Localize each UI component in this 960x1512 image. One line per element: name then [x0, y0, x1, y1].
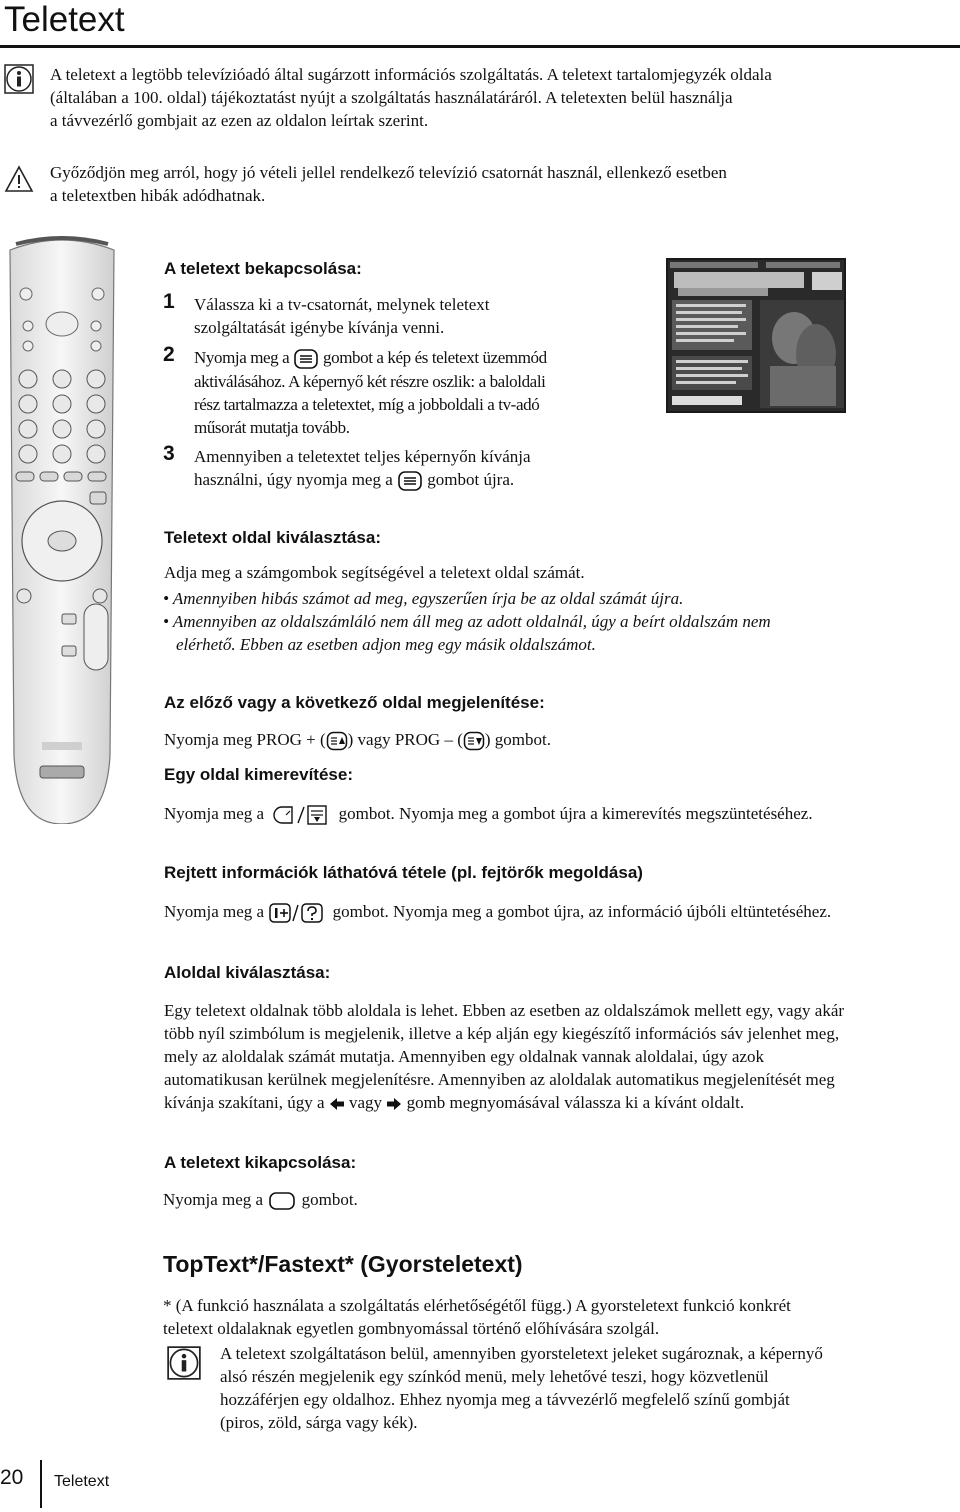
note-line: A teletext szolgáltatáson belül, amennyiben gyorsteletext jeleket sugároznak, a képernyő: [220, 1344, 823, 1363]
paragraph: [163, 1294, 953, 1340]
paragraph-text: ) vagy PROG – (: [347, 730, 463, 749]
paragraph: [163, 1188, 953, 1212]
paragraph-text: Nyomja meg PROG + (: [164, 730, 326, 749]
warning-note: [50, 161, 940, 207]
paragraph-line: Egy teletext oldalnak több aloldala is lehet. Ebben az esetben az oldalszámok mellett egy, vagy akár: [164, 1001, 845, 1020]
paragraph-line: automatikusan kerülnek megjelenítésre. Amennyiben az aloldalak automatikus megjelenítését meg: [164, 1070, 835, 1089]
note-line: alsó részén megjelenik egy színkód menü, mely lehetővé teszi, hogy közvetlenül: [220, 1367, 769, 1386]
step-line: Amennyiben a teletextet teljes képernyőn kívánja: [194, 447, 531, 466]
footer-divider: [40, 1460, 42, 1508]
section-heading-hold: Egy oldal kimerevítése:: [164, 765, 353, 784]
info-note-line: a távvezérlő gombjait az ezen az oldalon leírtak szerint.: [50, 111, 429, 130]
info-icon: [4, 64, 34, 94]
paragraph: [164, 728, 954, 751]
remote-control-illustration: [6, 236, 118, 824]
section-heading-prev-next: Az előző vagy a következő oldal megjelenítése:: [164, 693, 545, 712]
info-note-line: (általában a 100. oldal) tájékoztatást nyújt a szolgáltatás használatáráról. A teletexten belül használja: [50, 88, 733, 107]
step-number: 2: [163, 343, 175, 366]
paragraph-text: Nyomja meg a: [164, 902, 265, 921]
step-line: aktiválásához. A képernyő két részre oszlik: a baloldali: [194, 372, 546, 392]
section-heading-reveal: Rejtett információk láthatóvá tétele (pl. fejtörők megoldása): [164, 863, 643, 882]
teletext-button-icon: [293, 348, 319, 370]
paragraph: [164, 802, 954, 827]
footer-label: Teletext: [54, 1473, 110, 1490]
section-heading-on: A teletext bekapcsolása:: [164, 259, 362, 278]
note-line: hozzáférjen egy oldalhoz. Ehhez nyomja meg a távvezérlő megfelelő színű gombját: [220, 1390, 790, 1409]
bullet-item: • Amennyiben az oldalszámláló nem áll meg az adott oldalnál, úgy a beírt oldalszám nem: [163, 612, 771, 631]
step-line: műsorát mutatja tovább.: [194, 418, 350, 438]
step-text: [194, 293, 634, 339]
hold-button-icon: [268, 803, 334, 827]
warning-note-line: a teletextben hibák adódhatnak.: [50, 186, 266, 205]
step-line: gombot újra.: [427, 470, 515, 489]
section-heading-fastext: TopText*/Fastext* (Gyorsteletext): [163, 1251, 523, 1277]
paragraph-text: Nyomja meg a: [163, 1190, 264, 1209]
bullet-item: • Amennyiben hibás számot ad meg, egyszerűen írja be az oldal számát újra.: [163, 589, 684, 608]
info-note-line: A teletext a legtöbb televízióadó által sugárzott információs szolgáltatás. A teletext tartalomjegyzék oldala: [50, 65, 772, 84]
bullet-item: elérhető. Ebben az esetben adjon meg egy másik oldalszámot.: [176, 635, 596, 654]
step-number: 1: [163, 290, 175, 313]
paragraph-line: * (A funkció használata a szolgáltatás elérhetőségétől függ.) A gyorsteletext funkció konkrét: [163, 1296, 791, 1315]
reveal-button-icon: [268, 901, 328, 925]
step-number: 3: [163, 442, 175, 465]
paragraph-text: gomb megnyomásával válassza ki a kívánt oldalt.: [406, 1093, 745, 1112]
tv-split-screen-illustration: [666, 258, 846, 413]
page-down-icon: [463, 731, 485, 751]
warning-icon: [4, 164, 34, 194]
page-title: Teletext: [4, 0, 125, 39]
fastext-info-note: [220, 1342, 955, 1434]
tv-button-icon: [267, 1190, 297, 1212]
paragraph-text: gombot. Nyomja meg a gombot újra a kimerevítés megszüntetéséhez.: [338, 804, 813, 823]
section-heading-select: Teletext oldal kiválasztása:: [164, 528, 382, 547]
info-icon: [167, 1346, 201, 1380]
paragraph-text: vagy: [349, 1093, 383, 1112]
section-heading-subpage: Aloldal kiválasztása:: [164, 963, 331, 982]
paragraph: Adja meg a számgombok segítségével a teletext oldal számát.: [164, 563, 585, 582]
arrow-right-icon: [386, 1097, 402, 1111]
paragraph-text: gombot.: [301, 1190, 358, 1209]
step-line: Nyomja meg a: [194, 348, 290, 367]
step-line: rész tartalmazza a teletextet, míg a jobboldali a tv-adó: [194, 395, 540, 415]
paragraph-text: gombot. Nyomja meg a gombot újra, az információ újbóli eltüntetéséhez.: [332, 902, 832, 921]
step-line: Válassza ki a tv-csatornát, melynek teletext: [194, 295, 490, 314]
step-text: [194, 445, 634, 492]
note-line: (piros, zöld, sárga vagy kék).: [220, 1413, 418, 1432]
paragraph-text: ) gombot.: [484, 730, 551, 749]
paragraph: [164, 999, 954, 1114]
section-heading-off: A teletext kikapcsolása:: [164, 1153, 357, 1172]
title-rule: [0, 45, 960, 48]
teletext-button-icon: [397, 470, 423, 492]
paragraph-line: teletext oldalaknak egyetlen gombnyomással történő előhívására szolgál.: [163, 1319, 660, 1338]
paragraph-text: kívánja szakítani, úgy a: [164, 1093, 325, 1112]
warning-note-line: Győződjön meg arról, hogy jó vételi jellel rendelkező televízió csatornát használ, ellenkező esetben: [50, 163, 727, 182]
paragraph-line: több nyíl szimbólum is megjelenik, illetve a kép alján egy kiegészítő információs sáv jelenhet meg,: [164, 1024, 840, 1043]
step-line: használni, úgy nyomja meg a: [194, 470, 393, 489]
page-number: 20: [0, 1466, 24, 1489]
step-text: [194, 346, 634, 439]
arrow-left-icon: [329, 1097, 345, 1111]
step-line: szolgáltatását igénybe kívánja venni.: [194, 318, 445, 337]
paragraph-line: mely az aloldalak számát mutatja. Amennyiben egy oldalnak vannak aloldalai, úgy azok: [164, 1047, 764, 1066]
paragraph-text: Nyomja meg a: [164, 804, 265, 823]
paragraph: [164, 900, 954, 925]
info-note: [50, 63, 940, 132]
step-line: gombot a kép és teletext üzemmód: [323, 348, 547, 367]
page-up-icon: [326, 731, 348, 751]
